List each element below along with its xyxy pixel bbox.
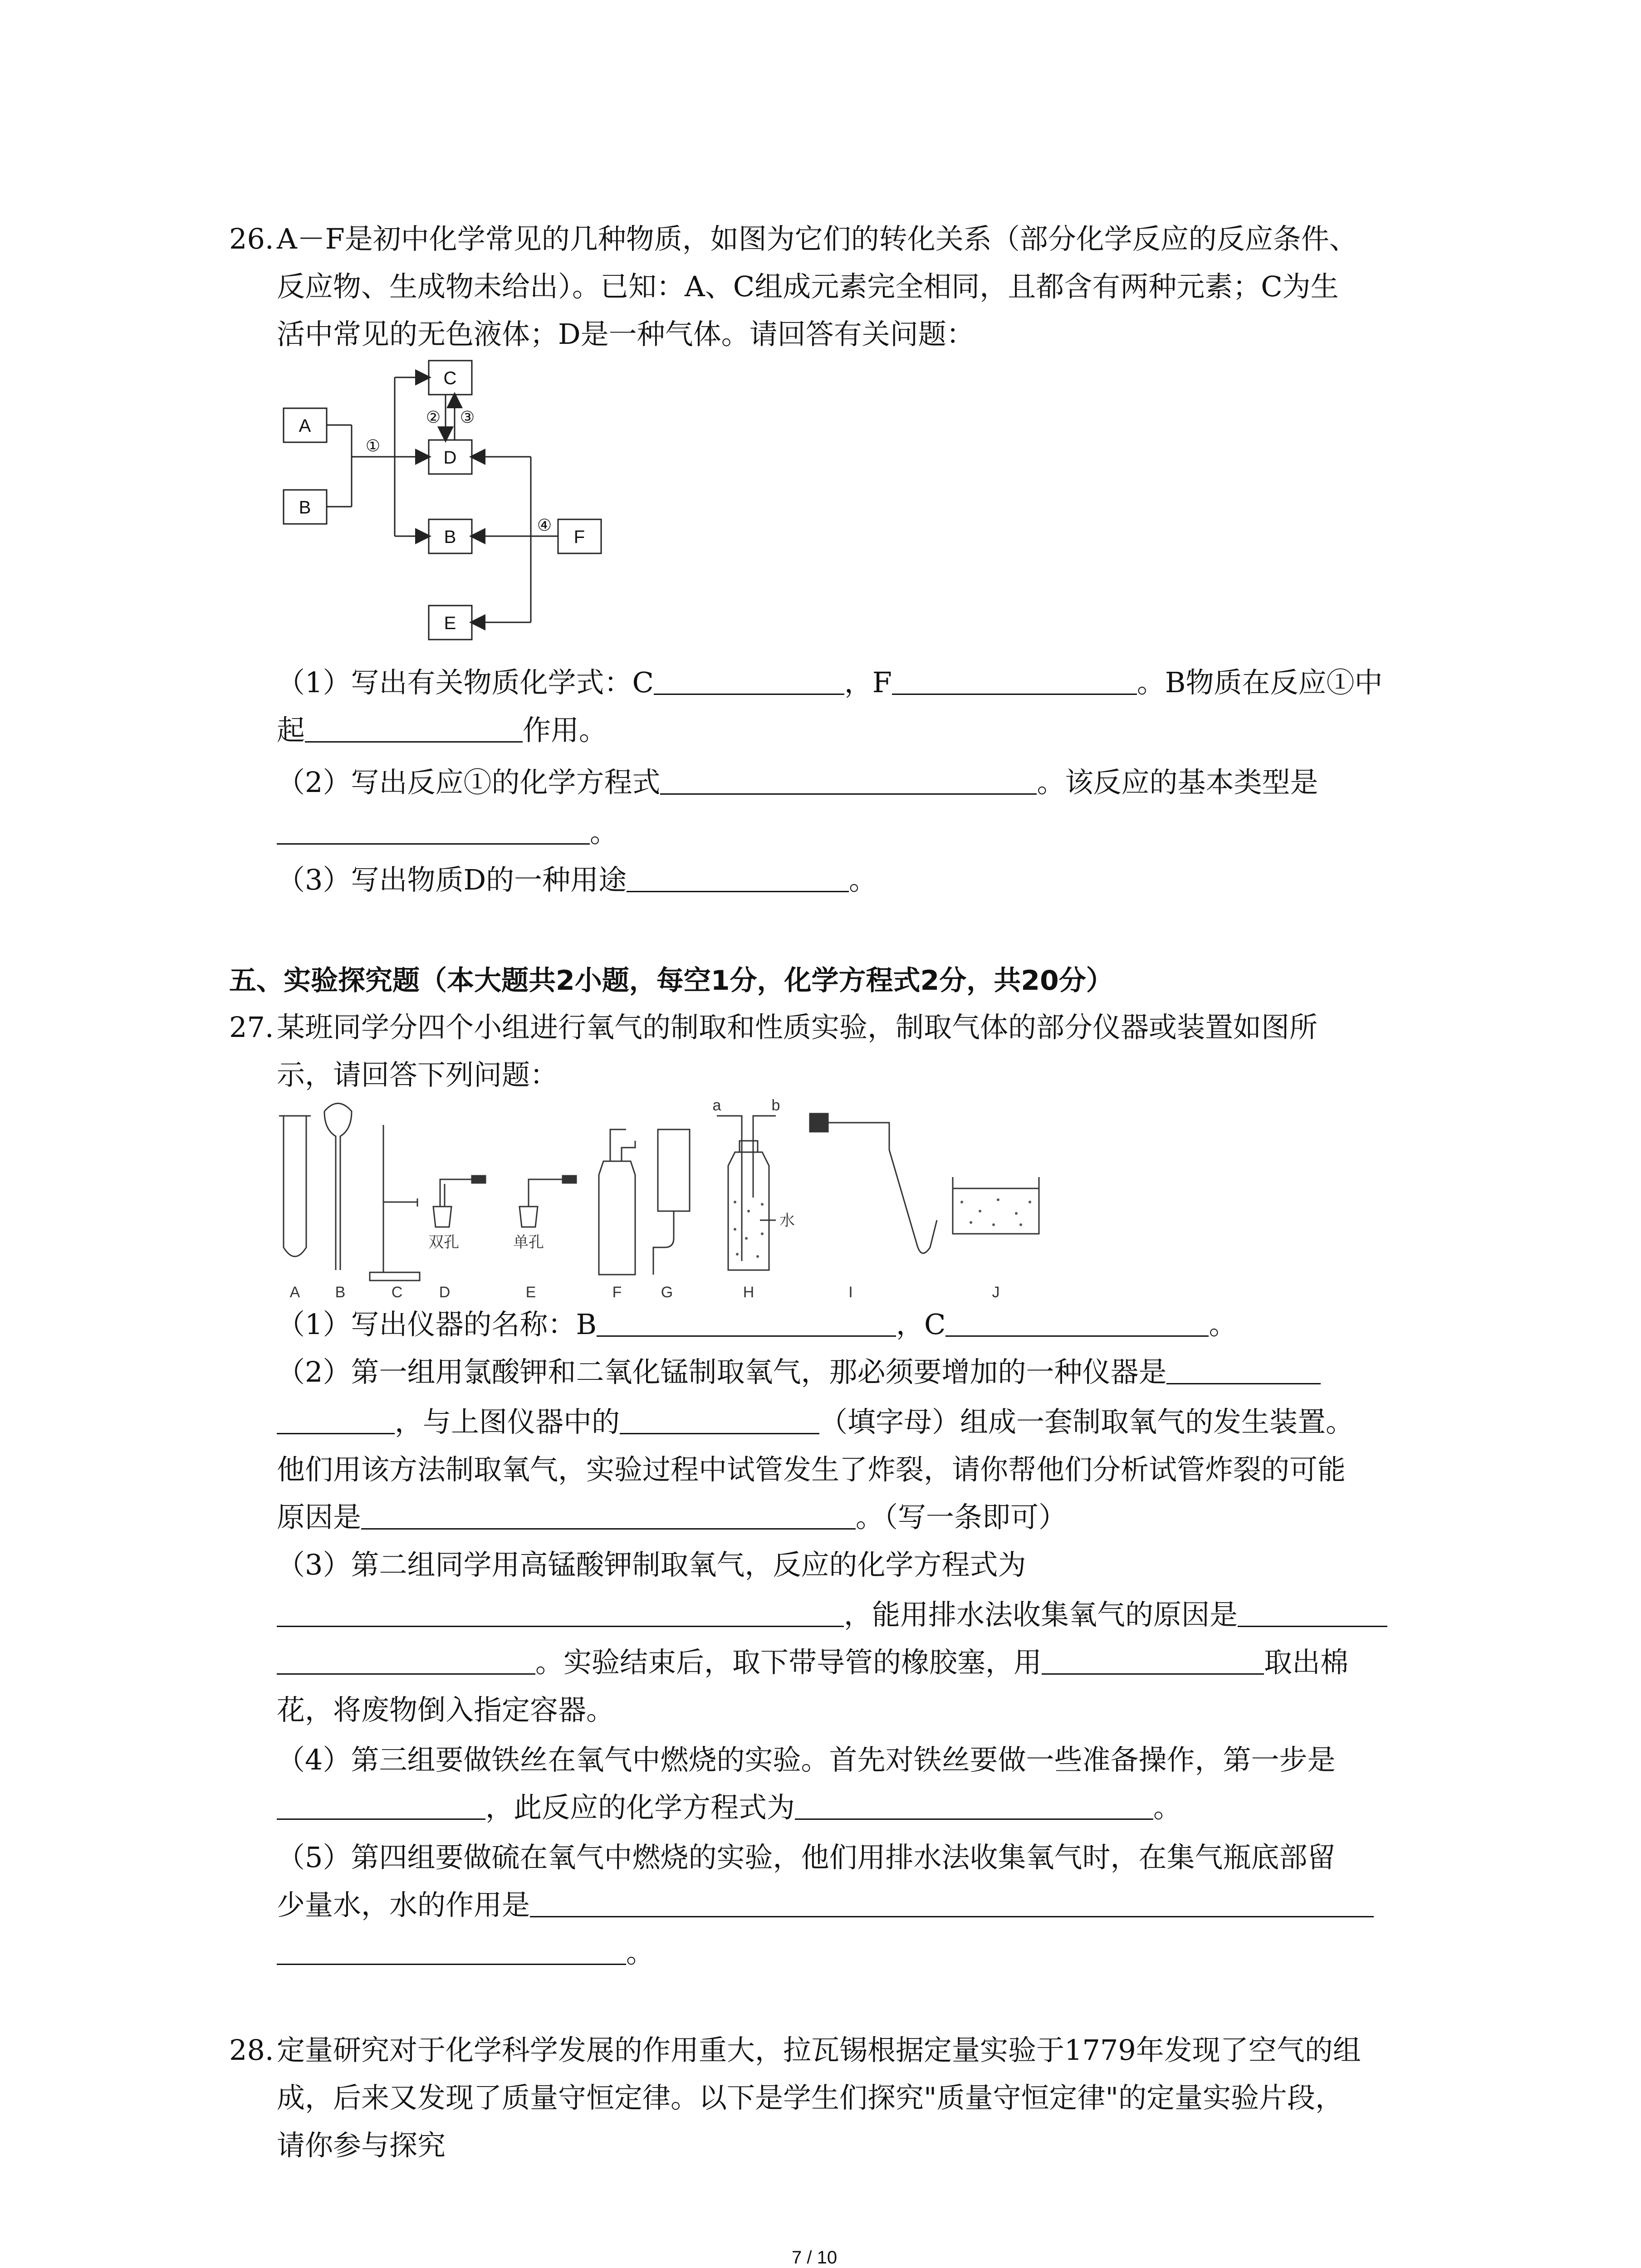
answer-blank-kmno4-equation[interactable]: [277, 1598, 844, 1627]
q27-text-line-2: 示，请回答下列问题：: [277, 1058, 558, 1091]
q27-part-4-line-2: ，此反应的化学方程式为 。: [277, 1789, 1181, 1826]
diagram-box-d: D: [443, 448, 457, 468]
q27-part-4-line-1: （4）第三组要做铁丝在氧气中燃烧的实验。首先对铁丝要做一些准备操作，第一步是: [277, 1743, 1336, 1776]
reaction-label-3: ③: [460, 408, 475, 426]
q27-part-3-line-1: （3）第二组同学用高锰酸钾制取氧气，反应的化学方程式为: [277, 1548, 1026, 1581]
q27-part-2-line-3: 他们用该方法制取氧气，实验过程中试管发生了炸裂，请你帮他们分析试管炸裂的可能: [277, 1453, 1346, 1486]
section-5-heading: 五、实验探究题（本大题共2小题，每空1分，化学方程式2分，共20分）: [229, 965, 1113, 997]
q27-part-5-line-3: 。: [277, 1935, 654, 1971]
answer-blank-water-purpose-cont[interactable]: [277, 1936, 626, 1965]
apparatus-note-single-hole: 单孔: [513, 1234, 544, 1251]
answer-blank-reaction-type[interactable]: [277, 815, 590, 845]
answer-blank-b-name[interactable]: [597, 1307, 896, 1337]
q26-part-3: （3）写出物质D的一种用途 。: [277, 863, 877, 896]
q28-text-line-3: 请你参与探究: [277, 2129, 446, 2162]
q27-apparatus-figure: [272, 1098, 1043, 1302]
q26-part-2-line-1: （2）写出反应①的化学方程式 。该反应的基本类型是: [277, 766, 1318, 799]
apparatus-label-i: I: [848, 1284, 853, 1301]
q27-part-5-line-2: 少量水，水的作用是: [277, 1887, 1374, 1923]
answer-blank-water-collection-reason-cont[interactable]: [277, 1645, 535, 1675]
answer-blank-apparatus-letters[interactable]: [620, 1405, 819, 1434]
q26-part-2-line-2: 。: [277, 814, 618, 850]
q27-part-2-line-1: （2）第一组用氯酸钾和二氧化锰制取氧气，那必须要增加的一种仪器是: [277, 1354, 1321, 1390]
q27-part-3-line-2: ，能用排水法收集氧气的原因是: [277, 1597, 1387, 1633]
answer-blank-f[interactable]: [892, 665, 1137, 695]
q26-text-line-1: A－F是初中化学常见的几种物质，如图为它们的转化关系（部分化学反应的反应条件、: [277, 222, 1357, 255]
diagram-box-b-product: B: [444, 527, 456, 547]
q27-part-3-line-4: 花，将废物倒入指定容器。: [277, 1693, 615, 1726]
answer-blank-c-name[interactable]: [945, 1307, 1209, 1337]
answer-blank-extra-instrument-cont[interactable]: [277, 1405, 395, 1434]
diagram-box-e: E: [444, 613, 456, 633]
answer-blank-tool[interactable]: [1042, 1645, 1264, 1675]
diagram-box-c: C: [443, 368, 457, 388]
apparatus-note-b: b: [771, 1098, 780, 1114]
answer-blank-extra-instrument[interactable]: [1166, 1355, 1321, 1384]
question-number-28: 28.: [229, 2033, 274, 2067]
page-number: 7 / 10: [792, 2248, 838, 2268]
q26-text-line-3: 活中常见的无色液体；D是一种气体。请回答有关问题：: [277, 318, 975, 351]
answer-blank-crack-reason[interactable]: [361, 1500, 856, 1530]
reaction-label-4: ④: [537, 516, 552, 534]
q27-part-3-line-3: 。实验结束后，取下带导管的橡胶塞，用 取出棉: [277, 1644, 1348, 1681]
answer-blank-iron-equation[interactable]: [795, 1790, 1153, 1820]
apparatus-label-f: F: [612, 1284, 622, 1301]
apparatus-label-g: G: [661, 1284, 673, 1301]
answer-blank-water-collection-reason[interactable]: [1238, 1598, 1387, 1627]
diagram-box-a: A: [299, 416, 311, 436]
answer-blank-water-purpose[interactable]: [530, 1888, 1374, 1917]
apparatus-label-a: A: [289, 1284, 300, 1301]
q27-text-line-1: 某班同学分四个小组进行氧气的制取和性质实验，制取气体的部分仪器或装置如图所: [277, 1011, 1318, 1044]
apparatus-note-a: a: [712, 1098, 721, 1114]
q27-part-2-line-2: ，与上图仪器中的 （填字母）组成一套制取氧气的发生装置。: [277, 1404, 1354, 1440]
q27-part-1: （1）写出仪器的名称：B ，C 。: [277, 1308, 1237, 1341]
apparatus-note-double-hole: 双孔: [428, 1234, 459, 1251]
apparatus-label-d: D: [439, 1284, 451, 1301]
question-number-26: 26.: [229, 222, 274, 255]
apparatus-note-water: 水: [779, 1212, 795, 1229]
q26-part-1-line-1: （1）写出有关物质化学式：C ，F 。B物质在反应①中: [277, 666, 1383, 699]
q28-text-line-1: 定量研究对于化学科学发展的作用重大，拉瓦锡根据定量实验于1779年发现了空气的组: [277, 2033, 1361, 2067]
answer-blank-d-use[interactable]: [627, 863, 849, 892]
answer-blank-b-role[interactable]: [305, 713, 523, 743]
apparatus-label-c: C: [391, 1284, 403, 1301]
diagram-box-f: F: [573, 527, 585, 547]
q26-conversion-diagram: [272, 354, 626, 662]
q26-text-line-2: 反应物、生成物未给出）。已知：A、C组成元素完全相同，且都含有两种元素；C为生: [277, 270, 1339, 303]
answer-blank-first-step[interactable]: [277, 1790, 485, 1820]
apparatus-label-e: E: [525, 1284, 536, 1301]
apparatus-label-h: H: [743, 1284, 754, 1301]
question-number-27: 27.: [229, 1011, 274, 1044]
answer-blank-c[interactable]: [654, 665, 844, 695]
apparatus-label-j: J: [992, 1284, 1000, 1301]
reaction-label-2: ②: [426, 408, 441, 426]
q27-part-5-line-1: （5）第四组要做硫在氧气中燃烧的实验，他们用排水法收集氧气时，在集气瓶底部留: [277, 1841, 1336, 1874]
q27-part-2-line-4: 原因是 。（写一条即可）: [277, 1501, 1067, 1534]
diagram-box-b: B: [299, 498, 311, 518]
answer-blank-equation-1[interactable]: [660, 765, 1037, 795]
q26-part-1-line-2: 起 作用。: [277, 714, 607, 747]
apparatus-label-b: B: [335, 1284, 346, 1301]
reaction-label-1: ①: [365, 436, 381, 455]
q28-text-line-2: 成，后来又发现了质量守恒定律。以下是学生们探究"质量守恒定律"的定量实验片段，: [277, 2081, 1344, 2114]
